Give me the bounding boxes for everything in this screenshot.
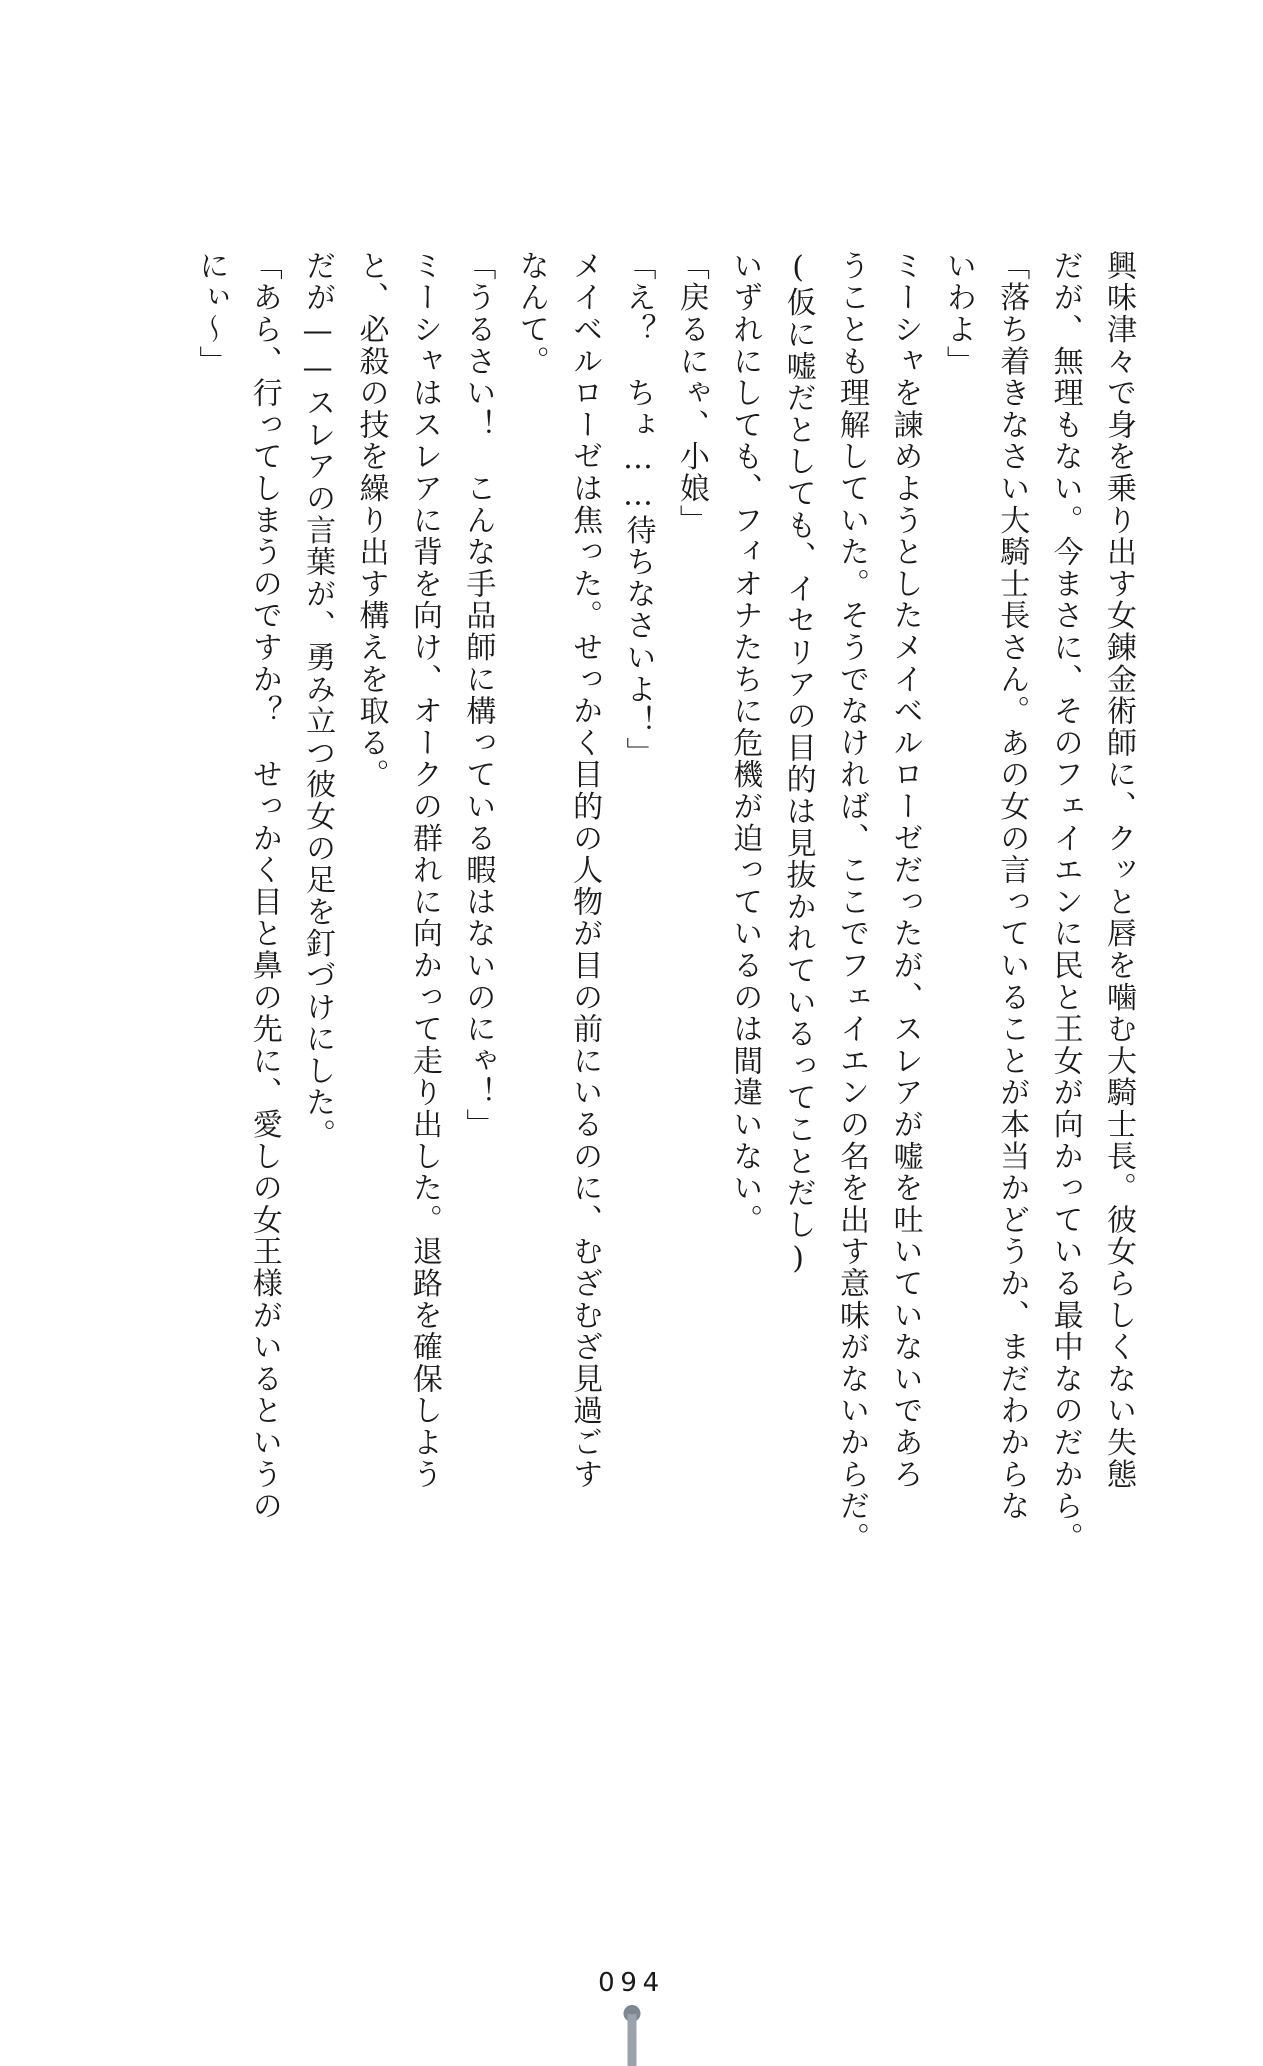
paragraph: いずれにしても、フィオナたちに危機が迫っているのは間違いない。 <box>727 250 763 1236</box>
paragraph: いわよ」 <box>940 250 976 378</box>
paragraph: 「え？ ちょ……待ちなさいよ！」 <box>620 250 656 769</box>
page-number: 094 <box>598 1968 665 1998</box>
paragraph: なんて。 <box>513 250 549 378</box>
paragraph: うことも理解していた。そうでなければ、ここでフェイエンの名を出す意味がないからだ。 <box>834 250 870 1554</box>
paragraph: だが、無理もない。今まさに、そのフェイエンに民と王女が向かっている最中なのだから。 <box>1047 250 1083 1554</box>
paragraph: と、必殺の技を繰り出す構えを取る。 <box>353 250 389 791</box>
body-text <box>193 250 1145 1700</box>
paragraph: 興味津々で身を乗り出す女錬金術師に、クッと唇を噛む大騎士長。彼女らしくない失態 <box>1101 250 1136 1491</box>
paragraph: にぃ〜」 <box>193 250 229 378</box>
paragraph: 「落ち着きなさい大騎士長さん。あの女の言っていることが本当かどうか、まだわからな <box>994 250 1030 1522</box>
paragraph: メイベルローゼは焦った。せっかく目的の人物が目の前にいるのに、むざむざ見過ごす <box>567 250 603 1491</box>
paragraph: 「あら、行ってしまうのですか？ せっかく目と鼻の先に、愛しの女王様がいるというの <box>246 250 282 1522</box>
paragraph: 「うるさい！ こんな手品師に構っている暇はないのにゃ！」 <box>460 250 496 1141</box>
paragraph: だが——スレアの言葉が、勇み立つ彼女の足を釘づけにした。 <box>300 250 336 1151</box>
paragraph: ミーシャを諫めようとしたメイベルローゼだったが、スレアが嘘を吐いていないであろ <box>887 250 923 1491</box>
paragraph: 「戻るにゃ、小娘」 <box>673 250 709 537</box>
paragraph: ミーシャはスレアに背を向け、オークの群れに向かって走り出した。退路を確保しよう <box>406 250 442 1491</box>
paragraph: (仮に嘘だとしても、イセリアの目的は見抜かれているってことだし) <box>780 250 816 1278</box>
spine-bar-mark <box>627 2014 636 2066</box>
